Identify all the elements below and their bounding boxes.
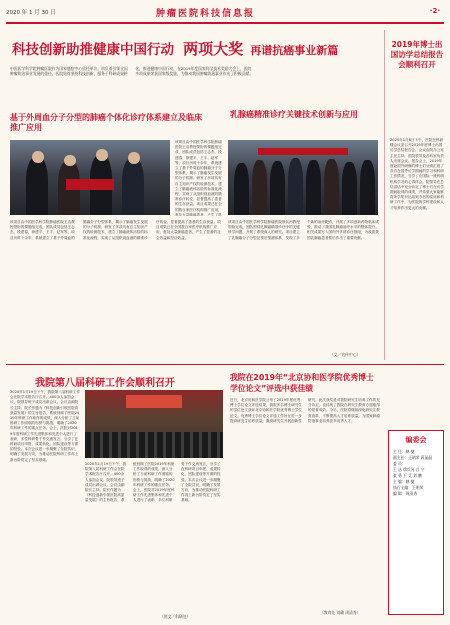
header-rule	[6, 22, 444, 24]
headline-part3: 再谱抗癌事业新篇	[250, 44, 339, 57]
bottom-left-credit: （图文／科研处）	[160, 614, 191, 619]
article1-photo	[10, 140, 170, 215]
masthead: 肿瘤医院科技信息报	[156, 9, 256, 19]
page-number: ·2·	[429, 7, 440, 15]
bottom-left-body: 2020年1月19日下午，我院第八届科研工作会在院学术报告厅召开。400余人参加会议，院领导班子成员出席会议。会议由副院长主持。院长作题为《科技创新引领医院高质量发展》的主旨报告，系统回顾了医院2019年科研工作取得的成绩，深入分析了当前科研工作面临的形势与挑战，明确了2020年科研工作的重点任务。会上，医院对2019年度科研工作先进集体和先进个人进行了表彰，多位科研骨干作交流发言，分享了在科研项目申报、成果转化、团队建设等方面的经验。本次会议进一步凝聚了全院共识，明确了发展方向，为推动医院科研工作再上新台阶奠定了坚实基础。	[85, 462, 221, 503]
issue-date: 2020 年 1 月 30 日	[6, 10, 56, 16]
headline-highlight: 两项大奖	[183, 40, 244, 58]
article1-right-column: 该项目由中国医学科学院肿瘤医院王洁教授领衔的课题组完成，团队成员包括王志杰、段建春、徐建平、王宇、赵军等。项目历时十余年，系统建立了基于外周血的肺癌分子分型体系，揭示了肺癌发生发展的分子机制，研发了多项具有自主知识产权的检测技术，建立了肺癌液体活检的标准化流程，实现了从组织到血液的精准诊疗转变，显著提高了患者的生存获益。项目成果已在全国数百家医疗机构推广应用，惠及大量肺癌患者，产生了显	[175, 140, 222, 216]
bottom-right-body: 近日，北京协和医学院公布了2019年度优秀博士学位论文评选结果，我院多名博士研究生的学位论文获评北京协和医学院优秀博士学位论文。优秀博士学位论文评选工作旨在进一步提高研究生培养质量，激励研究生开展创新性研究。此次获奖是对我院研究生培养工作的充分肯定，也体现了我院在研究生教育方面取得的显著成效。今后，医院将继续深化研究生教育改革，不断提高人才培养质量，为国家肿瘤防治事业培养更多优秀人才。	[230, 398, 380, 423]
editorial-line: 委 员：	[393, 461, 406, 466]
editorial-board-title: 编委会	[405, 436, 427, 444]
article2-title: 乳腺癌精准诊疗关键技术创新与应用	[230, 110, 358, 119]
article2-body: 该项目由中国医学科学院肿瘤医院徐兵河教授领衔完成，团队围绕乳腺癌精准诊疗中的关键科学问题，开展了系统深入的研究。项目建立了乳腺癌分子分型及预后预测体系，发现了多个新的治疗靶点，开展了多项创新药物临床试验，推动了我国乳腺癌治疗水平的整体提升。相关成果写入国内外多部诊疗指南，为改善我国乳腺癌患者预后作出了重要贡献。	[228, 220, 379, 240]
editorial-line: 王 洁 徐兵河 吕 宁	[393, 467, 425, 472]
sidebar-title: 2019年博士出国访学总结报告会顺利召开	[390, 40, 444, 69]
editorial-line: 张 勇 王 艾 刘 鹏	[393, 473, 422, 478]
sidebar-body: 2020年1月6日下午，医院在科研楼会议室召开2019年度博士出国访学总结报告会。会议由院办公室主任主持，医院领导及各科室负责人出席会议。报告会上，2019年度赴国外研修的博士们分别汇报了各自在国外访学期间的学习和科研工作情况，分享了在国际一流科研机构学习的心得体会。院领导在总结讲话中充分肯定了博士们在访学期间取得的成绩，并希望大家能够将所学知识运用到今后的临床和科研工作中，为医院的学科建设和人才培养作出更大的贡献。	[390, 138, 444, 210]
editorial-line: 编 辑：周清秀	[393, 491, 417, 496]
section-separator	[6, 364, 444, 365]
headline-part1: 科技创新助推健康中国行动	[12, 42, 174, 58]
editorial-board	[388, 430, 444, 615]
lead-paragraph: 中国医学科学院肿瘤医院作为国家癌症中心依托单位，肩负着引领全国肿瘤防治事业发展的重任。医院始终坚持科技创新，服务于科研成果转化，推进健康中国行动，在2019年度国家科学技术奖励大会上，医院多项成果荣获国家级奖励，为推动我国肿瘤防治事业作出了积极贡献。	[10, 66, 254, 77]
sidebar-divider	[384, 30, 385, 360]
bottom-left-title: 我院第八届科研工作会顺利召开	[35, 378, 175, 389]
bottom-right-credit: （教育处 刘璐 周清秀）	[320, 610, 361, 615]
bottom-left-body-top: 2020年1月19日下午，我院第八届科研工作会在院学术报告厅召开。400余人参加会议，院领导班子成员出席会议。会议由副院长主持。院长作题为《科技创新引领医院高质量发展》的主旨报告，系统回顾了医院2019年科研工作取得的成绩，深入分析了当前科研工作面临的形势与挑战，明确了2020年科研工作的重点任务。会上，医院对2019年度科研工作先进集体和先进个人进行了表彰，多位科研骨干作交流发言，分享了在科研项目申报、成果转化、团队建设等方面的经验。本次会议进一步凝聚了全院共识，明确了发展方向，为推动医院科研工作再上新台阶奠定了坚实基础。	[10, 390, 80, 462]
article2-credit: （文／宣传中心）	[330, 352, 361, 357]
article2-photo	[228, 140, 378, 215]
main-headline	[12, 38, 380, 58]
bottom-left-photo	[85, 390, 223, 458]
article1-title: 基于外周血分子分型的肺癌个体化诊疗体系建立及临床推广应用	[10, 113, 202, 132]
editorial-line: 主 编：赫 捷	[393, 479, 415, 484]
editorial-line: 副主任：王明荣 蒋晶晶	[393, 455, 433, 460]
editorial-line: 主 任：赫 捷	[393, 449, 415, 454]
editorial-line: 执行主编：王明荣	[393, 485, 424, 490]
bottom-right-title: 我院在2019年“北京协和医学院优秀博士学位论文”评选中获佳绩	[230, 373, 374, 393]
page-header	[6, 6, 444, 22]
article1-body: 该项目由中国医学科学院肿瘤医院王洁教授领衔的课题组完成，团队成员包括王志杰、段建春、徐建平、王宇、赵军等。项目历时十余年，系统建立了基于外周血的肺癌分子分型体系，揭示了肺癌发生发展的分子机制，研发了多项具有自主知识产权的检测技术，建立了肺癌液体活检的标准化流程，实现了从组织到血液的精准诊疗转变，显著提高了患者的生存获益。项目成果已在全国数百家医疗机构推广应用，惠及大量肺癌患者，产生了显著的社会效益和经济效益。	[10, 220, 221, 240]
